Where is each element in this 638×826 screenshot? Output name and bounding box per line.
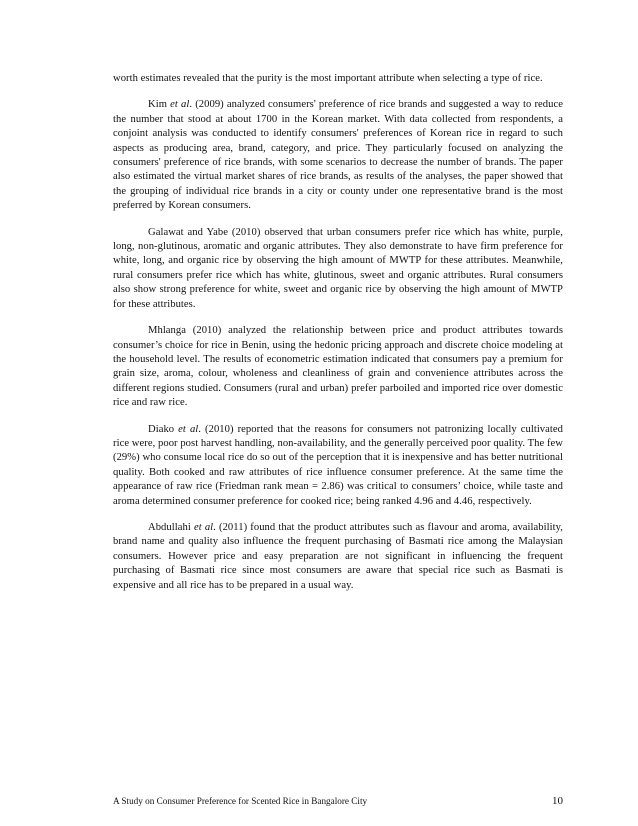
text-segment: Mhlanga (2010) analyzed the relationship between price and product attributes towards consumer’s choice for rice in Benin, using the hedonic pricing approach and discrete choice modeling at the household level. The results of econometric estimation indicated that consumers pay a premium for grain size, aroma, colour, wholeness and cleanliness of grain and convenience attributes across the different regions studied. Consumers (rural and urban) prefer parboiled and imported rice over domestic rice and raw rice. (113, 325, 563, 409)
text-segment: . (2011) found that the product attributes such as flavour and aroma, availability, brand name and quality also influence the frequent purchasing of Basmati rice among the Malaysian consumers. However price and easy preparation are not significant in influencing the frequent purchasing of Basmati rice since most consumers are aware that special rice such as Basmati is expensive and all rice has to be prepared in a usual way. (113, 521, 563, 591)
paragraph (113, 226, 563, 312)
text-segment: Abdullahi (148, 521, 194, 533)
paragraph (113, 72, 563, 86)
paragraph (113, 324, 563, 410)
paragraph (113, 98, 563, 213)
paragraph (113, 423, 563, 509)
text-segment: Galawat and Yabe (2010) observed that urban consumers prefer rice which has white, purple, long, non-glutinous, aromatic and organic attributes. They also demonstrate to have firm preference for white, long, and organic rice by observing the high amount of MWTP for these attributes. Meanwhile, rural consumers prefer rice which has white, glutinous, sweet and organic attributes. Rural consumers also show strong preference for white, sweet and organic rice by observing the high amount of MWTP for these attributes. (113, 226, 563, 310)
text-segment: worth estimates revealed that the purity is the most important attribute when selecting a type of rice. (113, 73, 543, 84)
text-segment: . (2009) analyzed consumers' preference of rice brands and suggested a way to reduce the number that stood at about 1700 in the Korean market. With data collected from respondents, a conjoint analysis was conducted to identify consumers' preferences of Korean rice in regard to such aspects as producing area, brand, category, and price. They particularly focused on analyzing the consumers' preference of rice brands, with some scenarios to decrease the number of brands. The paper also estimated the virtual market shares of rice brands, as results of the analyses, the paper showed that the grouping of individual rice brands in a city or county under one representative brand is the most preferred by Korean consumers. (113, 99, 563, 212)
page-number: 10 (552, 795, 563, 807)
italic-text: et al (178, 423, 199, 435)
page-footer (113, 796, 563, 810)
italic-text: et al (170, 99, 190, 111)
body-text (113, 72, 563, 605)
footer-title: A Study on Consumer Preference for Scented Rice in Bangalore City (113, 796, 368, 806)
text-segment: Kim (148, 99, 171, 111)
paragraph (113, 521, 563, 593)
text-segment: Diako (148, 423, 179, 435)
italic-text: et al (193, 521, 214, 533)
text-segment: . (2010) reported that the reasons for consumers not patronizing locally cultivated rice were, poor post harvest handling, non-availability, and the generally perceived poor quality. The few (29%) who consume local rice do so out of the perception that it is inexpensive and has better nutritional quality. Both cooked and raw attributes of rice influence consumer preference. At the same time the appearance of raw rice (Friedman rank mean = 2.86) was critical to consumers’ choice, while taste and aroma determined consumer preference for cooked rice; being ranked 4.96 and 4.46, respectively. (113, 423, 563, 507)
